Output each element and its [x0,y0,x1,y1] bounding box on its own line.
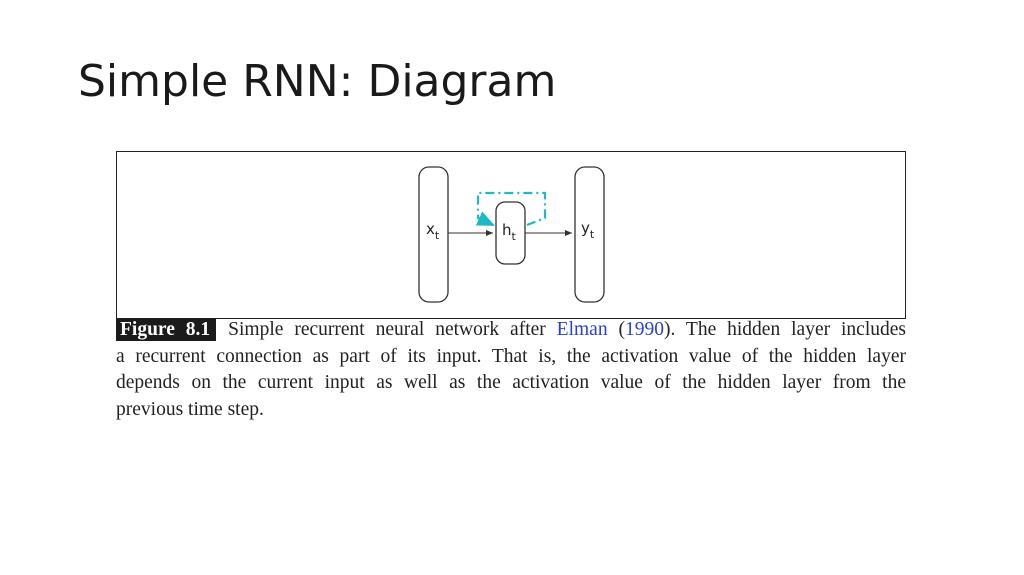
citation-year-link[interactable]: 1990 [624,319,664,340]
citation-paren-close: ) [663,319,671,340]
figure-label: Figure 8.1 [116,319,216,341]
citation-author-link[interactable]: Elman [556,319,608,340]
caption-line-1 [116,317,906,344]
slide-title: Simple RNN: Diagram [78,56,557,107]
input-node-label: $x_t$ [426,220,440,242]
caption-line-3: depends on the current input as well as the activation value of the hidden layer from the [116,372,906,393]
caption-text: Simple recurrent neural network after [228,319,557,340]
citation-paren-open: ( [607,319,625,340]
caption-text: . The hidden layer includes [670,319,906,340]
hidden-node-label: $h_t$ [502,221,516,243]
figure-box [116,151,906,319]
caption-line-4: previous time step. [116,398,264,420]
rnn-diagram [117,152,905,318]
output-node-label: $y_t$ [581,219,595,241]
caption-line-2: a recurrent connection as part of its input. That is, the activation value of the hidden layer [116,345,906,367]
figure-caption [116,317,906,423]
